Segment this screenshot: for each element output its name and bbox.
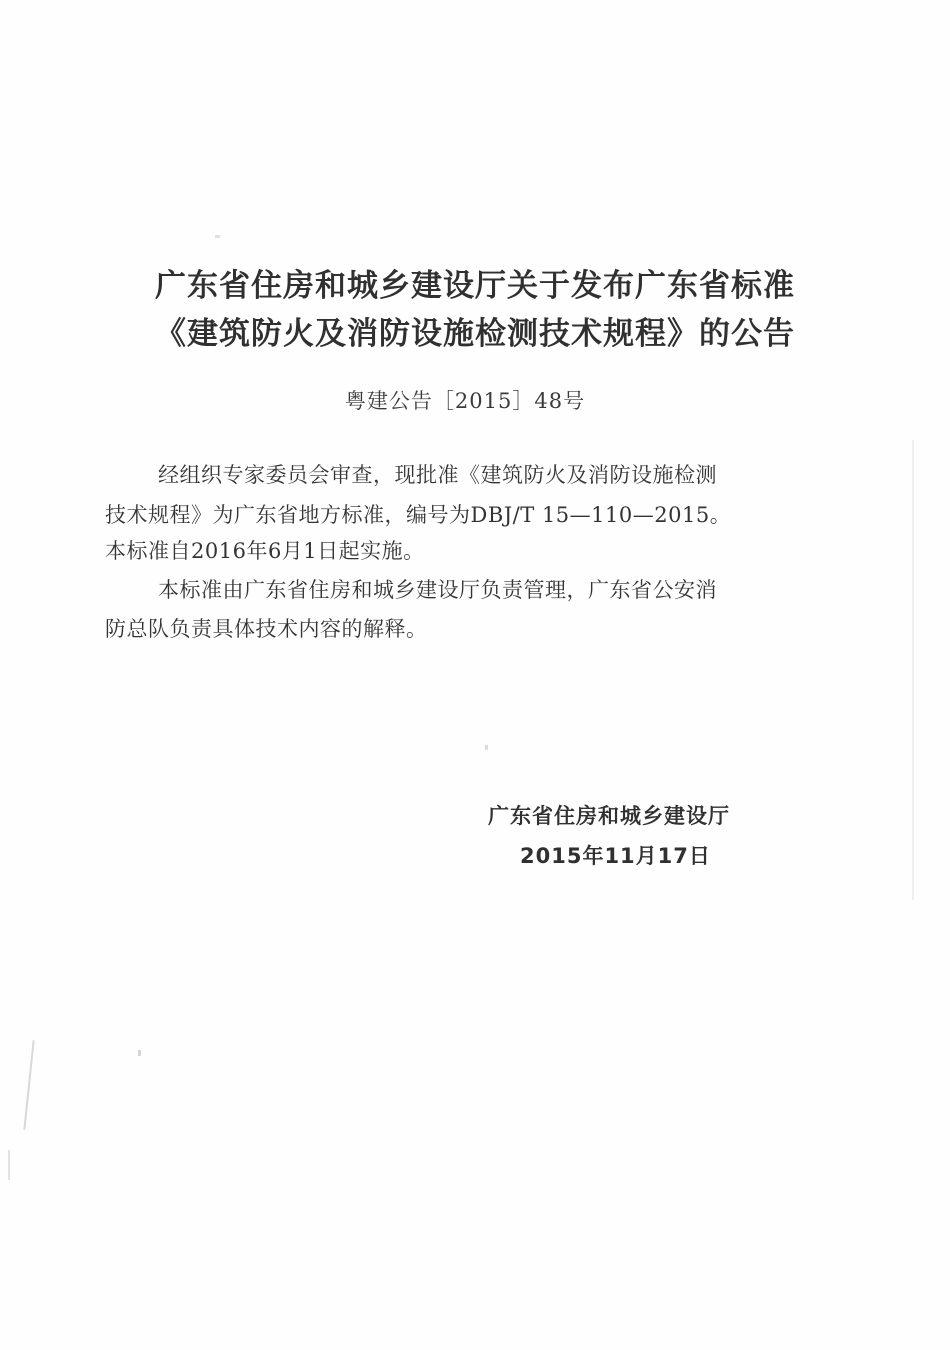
paragraph-1-line-2: 技术规程》为广东省地方标准，编号为DBJ/T 15—110—2015。 [105, 503, 732, 527]
scan-artifact-dot [485, 745, 488, 750]
scan-artifact-shadow [912, 440, 914, 900]
signature-date: 2015年11月17日 [520, 844, 711, 868]
paragraph-2-line-1: 本标准由广东省住房和城乡建设厅负责管理，广东省公安消 [158, 578, 717, 602]
announcement-title-line-1: 广东省住房和城乡建设厅关于发布广东省标准 [155, 268, 795, 304]
paragraph-1-line-3: 本标准自2016年6月1日起实施。 [105, 539, 425, 563]
scan-artifact-line [23, 1040, 34, 1130]
paragraph-2-line-2: 防总队负责具体技术内容的解释。 [105, 617, 428, 641]
scan-artifact-dot [215, 235, 220, 238]
document-number: 粤建公告［2015］48号 [344, 389, 586, 413]
signature-organization: 广东省住房和城乡建设厅 [488, 804, 730, 828]
paragraph-1-line-1: 经组织专家委员会审查，现批准《建筑防火及消防设施检测 [158, 463, 717, 487]
scan-artifact-dot [138, 1050, 141, 1056]
announcement-title-line-2: 《建筑防火及消防设施检测技术规程》的公告 [155, 316, 795, 352]
scan-artifact-line [8, 1150, 10, 1180]
